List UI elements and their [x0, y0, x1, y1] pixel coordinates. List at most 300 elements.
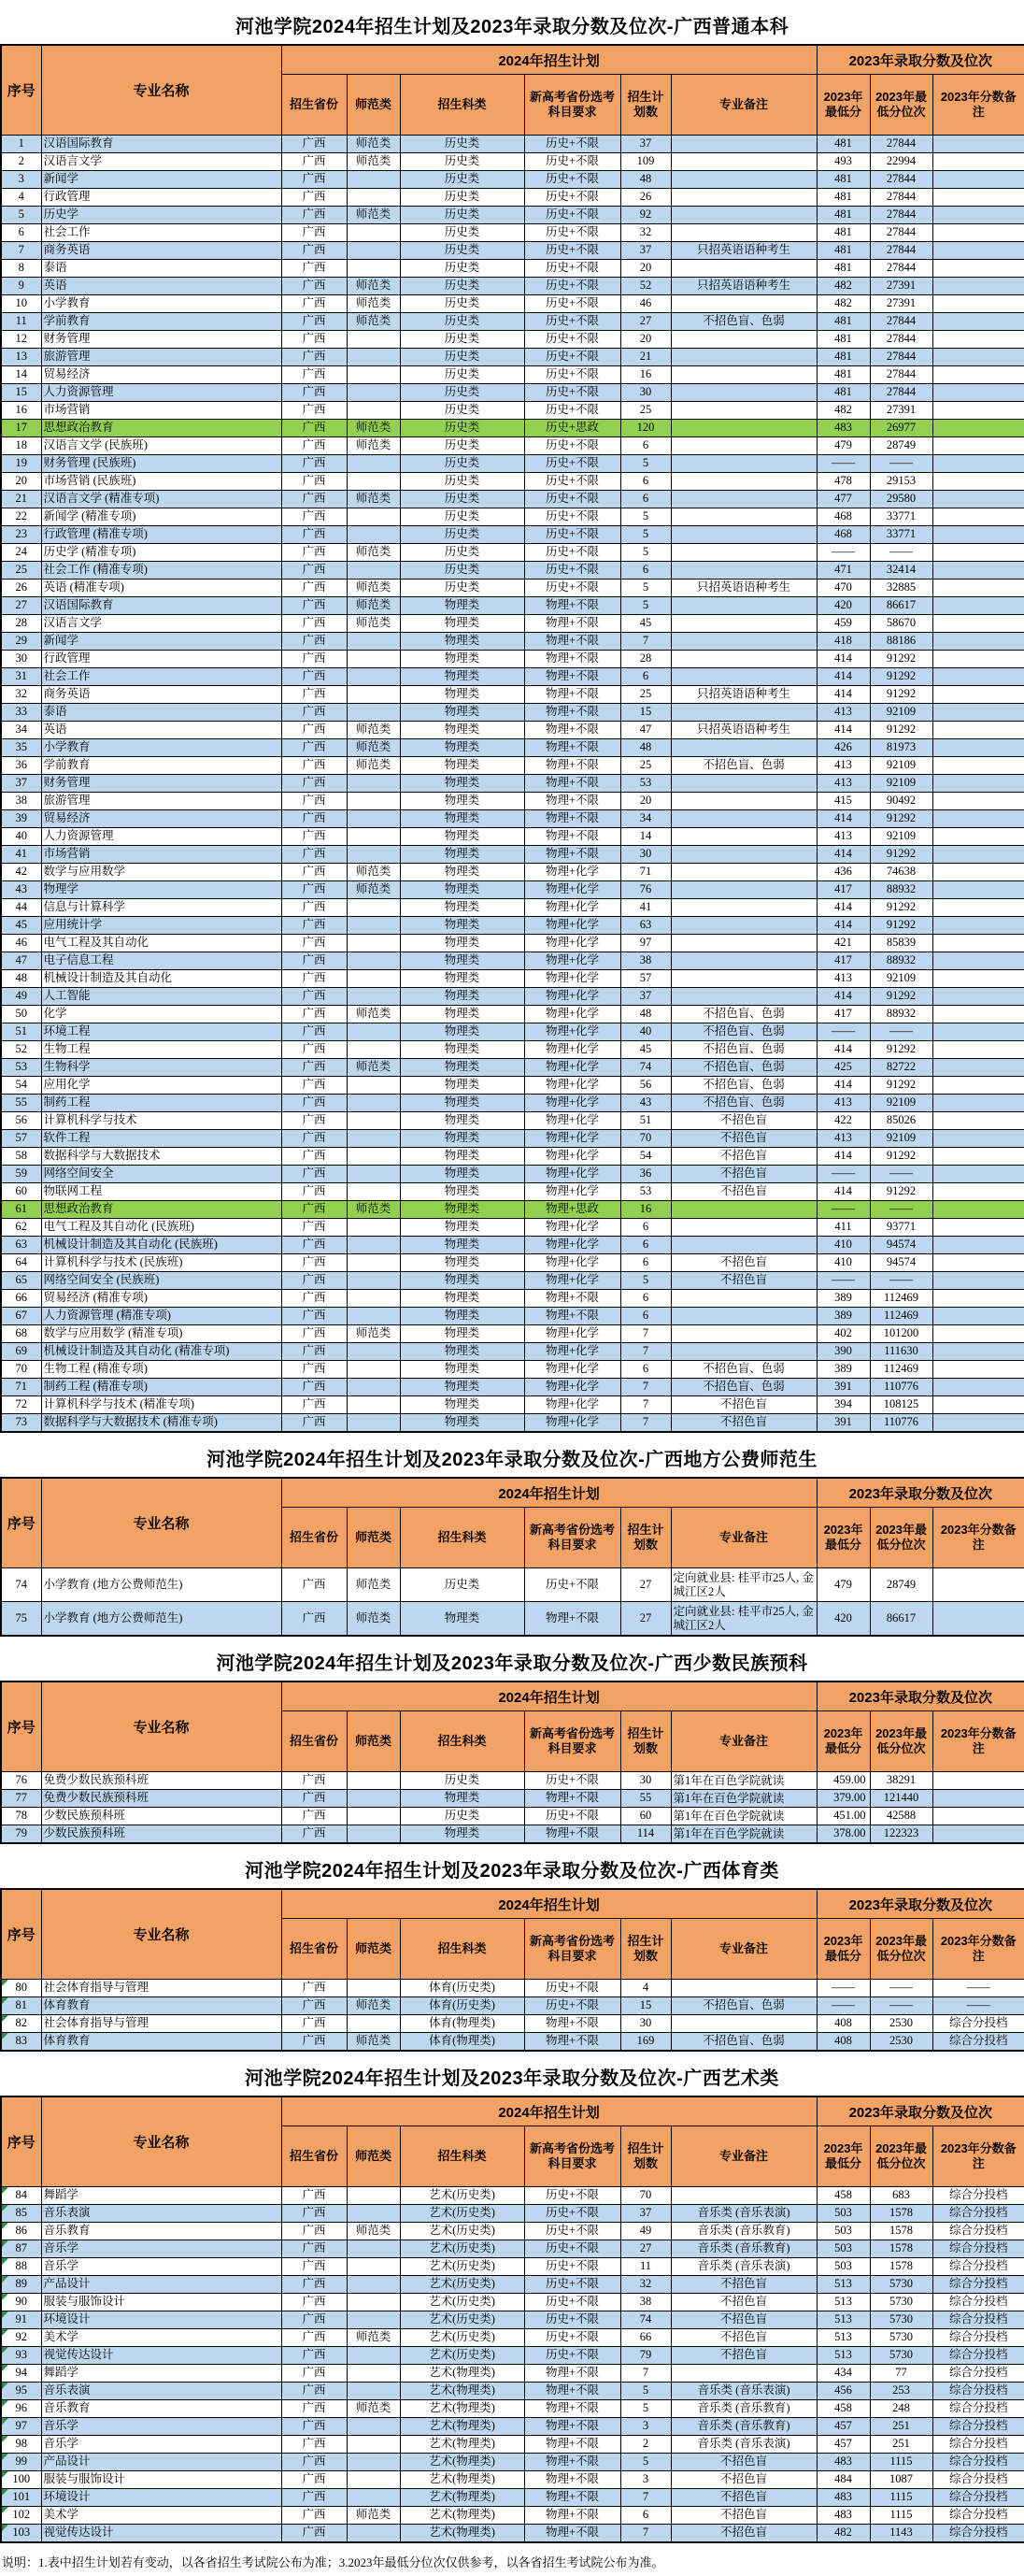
table-body-public-funded — [1, 1568, 1024, 1637]
cell-subject-category: 物理类 — [400, 1006, 524, 1023]
group-header-score-2023: 2023年录取分数及位次 — [817, 1682, 1024, 1711]
cell-min-score-2023: 451.00 — [817, 1808, 870, 1825]
cell-seq: 65 — [1, 1272, 41, 1290]
cell-major-remark — [671, 544, 817, 562]
cell-plan-count: 109 — [620, 153, 671, 171]
cell-score-note-2023: 综合分投档 — [932, 2436, 1024, 2454]
cell-seq: 100 — [1, 2471, 41, 2489]
cell-seq: 89 — [1, 2276, 41, 2294]
cell-plan-count: 76 — [620, 881, 671, 899]
cell-plan-count: 92 — [620, 207, 671, 224]
cell-seq: 30 — [1, 651, 41, 668]
cell-subject-category: 历史类 — [400, 331, 524, 349]
cell-major-remark: 音乐类 (音乐表演) — [671, 2436, 817, 2454]
cell-min-score-2023: 389 — [817, 1308, 870, 1325]
cell-major-name: 音乐学 — [41, 2436, 281, 2454]
cell-min-score-2023: 389 — [817, 1361, 870, 1379]
cell-subject-category: 物理类 — [400, 1041, 524, 1059]
table-row — [1, 1077, 1024, 1095]
table-row — [1, 2347, 1024, 2365]
cell-min-rank-2023: 91292 — [870, 899, 932, 917]
table-row — [1, 988, 1024, 1006]
col-header-major: 专业名称 — [41, 1478, 281, 1568]
cell-min-rank-2023: 91292 — [870, 1041, 932, 1059]
cell-province: 广西 — [281, 686, 347, 704]
cell-min-score-2023: 414 — [817, 899, 870, 917]
cell-score-note-2023 — [932, 1568, 1024, 1602]
cell-seq: 85 — [1, 2205, 41, 2223]
table-row — [1, 508, 1024, 526]
cell-min-score-2023: 417 — [817, 881, 870, 899]
cell-subject-category: 物理类 — [400, 615, 524, 633]
cell-seq: 10 — [1, 295, 41, 313]
section-public-funded-teachers — [0, 1444, 1024, 1637]
col-header-normal: 师范类 — [347, 1711, 400, 1772]
col-header-min-rank: 2023年最低分位次 — [870, 1508, 932, 1568]
table-row — [1, 2311, 1024, 2329]
cell-score-note-2023 — [932, 1023, 1024, 1041]
col-header-plan: 招生计划数 — [620, 2126, 671, 2187]
cell-seq: 18 — [1, 437, 41, 455]
cell-province: 广西 — [281, 1568, 347, 1602]
cell-subject-requirement: 历史+不限 — [524, 491, 620, 508]
cell-subject-category: 体育(历史类) — [400, 1997, 524, 2015]
col-header-remark: 专业备注 — [671, 1711, 817, 1772]
col-header-score-note: 2023年分数备注 — [932, 1919, 1024, 1980]
cell-normal-type — [347, 1396, 400, 1414]
cell-score-note-2023 — [932, 775, 1024, 793]
cell-province: 广西 — [281, 1077, 347, 1095]
cell-plan-count: 30 — [620, 384, 671, 402]
cell-major-remark — [671, 189, 817, 207]
cell-score-note-2023: 综合分投档 — [932, 2525, 1024, 2543]
cell-subject-category: 物理类 — [400, 1825, 524, 1844]
col-header-subjects: 新高考省份选考科目要求 — [524, 2126, 620, 2187]
cell-min-score-2023: 408 — [817, 2033, 870, 2052]
cell-subject-category: 艺术(物理类) — [400, 2365, 524, 2383]
cell-subject-category: 历史类 — [400, 189, 524, 207]
cell-major-remark: 不招色盲 — [671, 1254, 817, 1272]
cell-province: 广西 — [281, 224, 347, 242]
cell-major-name: 社会体育指导与管理 — [41, 1980, 281, 1997]
col-header-province: 招生省份 — [281, 75, 347, 136]
cell-province: 广西 — [281, 739, 347, 757]
cell-major-remark — [671, 775, 817, 793]
cell-subject-category: 历史类 — [400, 384, 524, 402]
cell-province: 广西 — [281, 260, 347, 278]
cell-major-remark — [671, 366, 817, 384]
cell-score-note-2023 — [932, 1396, 1024, 1414]
cell-min-score-2023: 471 — [817, 562, 870, 580]
cell-normal-type — [347, 686, 400, 704]
cell-normal-type — [347, 828, 400, 846]
cell-subject-requirement: 历史+不限 — [524, 224, 620, 242]
cell-plan-count: 20 — [620, 793, 671, 810]
cell-subject-requirement: 历史+不限 — [524, 171, 620, 189]
table-row — [1, 402, 1024, 420]
cell-min-score-2023: —— — [817, 1201, 870, 1219]
cell-normal-type — [347, 2015, 400, 2033]
cell-score-note-2023 — [932, 739, 1024, 757]
table-row — [1, 757, 1024, 775]
cell-province: 广西 — [281, 207, 347, 224]
cell-subject-category: 艺术(物理类) — [400, 2418, 524, 2436]
cell-subject-requirement: 物理+化学 — [524, 1414, 620, 1433]
cell-subject-category: 物理类 — [400, 1148, 524, 1166]
cell-min-score-2023: 389 — [817, 1290, 870, 1308]
cell-subject-category: 物理类 — [400, 828, 524, 846]
cell-score-note-2023 — [932, 615, 1024, 633]
cell-min-score-2023: 414 — [817, 810, 870, 828]
cell-plan-count: 25 — [620, 686, 671, 704]
cell-seq: 12 — [1, 331, 41, 349]
cell-subject-requirement: 历史+不限 — [524, 562, 620, 580]
cell-score-note-2023 — [932, 633, 1024, 651]
group-header-score-2023: 2023年录取分数及位次 — [817, 45, 1024, 75]
cell-province: 广西 — [281, 757, 347, 775]
cell-min-score-2023: 434 — [817, 2365, 870, 2383]
cell-plan-count: 5 — [620, 455, 671, 473]
cell-seq: 93 — [1, 2347, 41, 2365]
cell-plan-count: 6 — [620, 562, 671, 580]
cell-normal-type — [347, 1183, 400, 1201]
cell-min-score-2023: 414 — [817, 1183, 870, 1201]
cell-subject-requirement: 历史+不限 — [524, 278, 620, 295]
cell-major-name: 社会工作 (精准专项) — [41, 562, 281, 580]
cell-major-remark — [671, 153, 817, 171]
cell-subject-category: 艺术(历史类) — [400, 2223, 524, 2240]
cell-score-note-2023 — [932, 828, 1024, 846]
cell-subject-requirement: 物理+不限 — [524, 828, 620, 846]
cell-subject-category: 物理类 — [400, 1166, 524, 1183]
cell-subject-requirement: 物理+思政 — [524, 1201, 620, 1219]
cell-min-rank-2023: 92109 — [870, 704, 932, 722]
cell-seq: 78 — [1, 1808, 41, 1825]
cell-subject-category: 物理类 — [400, 1396, 524, 1414]
cell-plan-count: 30 — [620, 846, 671, 864]
cell-subject-category: 历史类 — [400, 1808, 524, 1825]
cell-major-name: 音乐表演 — [41, 2205, 281, 2223]
cell-min-rank-2023: —— — [870, 544, 932, 562]
cell-major-name: 生物工程 (精准专项) — [41, 1361, 281, 1379]
cell-province: 广西 — [281, 2454, 347, 2471]
table-row — [1, 2033, 1024, 2052]
cell-plan-count: 21 — [620, 349, 671, 366]
cell-province: 广西 — [281, 331, 347, 349]
table-row — [1, 278, 1024, 295]
cell-subject-category: 艺术(物理类) — [400, 2507, 524, 2525]
table-row — [1, 2187, 1024, 2205]
cell-plan-count: 16 — [620, 366, 671, 384]
cell-normal-type — [347, 633, 400, 651]
cell-score-note-2023 — [932, 1808, 1024, 1825]
cell-score-note-2023 — [932, 526, 1024, 544]
cell-min-score-2023: 482 — [817, 278, 870, 295]
cell-province: 广西 — [281, 615, 347, 633]
admissions-table-minority-prep — [0, 1681, 1024, 1844]
table-row — [1, 580, 1024, 597]
table-row — [1, 828, 1024, 846]
col-header-min-score: 2023年最低分 — [817, 75, 870, 136]
cell-normal-type — [347, 1237, 400, 1254]
cell-subject-category: 物理类 — [400, 1237, 524, 1254]
cell-min-score-2023: 426 — [817, 739, 870, 757]
cell-score-note-2023: 综合分投档 — [932, 2400, 1024, 2418]
cell-major-remark: 音乐类 (音乐教育) — [671, 2418, 817, 2436]
cell-major-name: 汉语言文学 — [41, 153, 281, 171]
cell-plan-count: 51 — [620, 1112, 671, 1130]
cell-major-remark — [671, 881, 817, 899]
table-row — [1, 420, 1024, 437]
cell-normal-type — [347, 2454, 400, 2471]
cell-score-note-2023 — [932, 1308, 1024, 1325]
cell-min-rank-2023: 92109 — [870, 1095, 932, 1112]
table-row — [1, 1997, 1024, 2015]
cell-province: 广西 — [281, 917, 347, 935]
cell-subject-requirement: 历史+不限 — [524, 189, 620, 207]
cell-seq: 68 — [1, 1325, 41, 1343]
table-row — [1, 1343, 1024, 1361]
cell-major-remark: 不招色盲、色弱 — [671, 313, 817, 331]
cell-normal-type: 师范类 — [347, 2223, 400, 2240]
cell-seq: 1 — [1, 136, 41, 153]
cell-seq: 98 — [1, 2436, 41, 2454]
cell-normal-type: 师范类 — [347, 2329, 400, 2347]
cell-min-score-2023: 481 — [817, 136, 870, 153]
cell-plan-count: 7 — [620, 633, 671, 651]
cell-major-name: 市场营销 (民族班) — [41, 473, 281, 491]
cell-subject-requirement: 历史+不限 — [524, 1772, 620, 1790]
cell-seq: 31 — [1, 668, 41, 686]
cell-major-name: 物理学 — [41, 881, 281, 899]
cell-plan-count: 5 — [620, 2454, 671, 2471]
cell-seq: 44 — [1, 899, 41, 917]
cell-min-rank-2023: 27844 — [870, 260, 932, 278]
cell-min-rank-2023: 5730 — [870, 2276, 932, 2294]
cell-score-note-2023 — [932, 793, 1024, 810]
cell-min-rank-2023: 251 — [870, 2418, 932, 2436]
cell-subject-requirement: 历史+不限 — [524, 544, 620, 562]
col-header-major: 专业名称 — [41, 1889, 281, 1980]
cell-seq: 2 — [1, 153, 41, 171]
cell-major-remark: 音乐类 (音乐表演) — [671, 2205, 817, 2223]
cell-plan-count: 32 — [620, 2276, 671, 2294]
cell-subject-category: 物理类 — [400, 1325, 524, 1343]
cell-major-remark: 不招色盲、色弱 — [671, 1077, 817, 1095]
cell-score-note-2023 — [932, 1183, 1024, 1201]
col-header-score-note: 2023年分数备注 — [932, 1508, 1024, 1568]
cell-major-remark — [671, 562, 817, 580]
cell-major-name: 思想政治教育 — [41, 1201, 281, 1219]
cell-normal-type: 师范类 — [347, 1006, 400, 1023]
cell-seq: 3 — [1, 171, 41, 189]
cell-score-note-2023 — [932, 1272, 1024, 1290]
cell-normal-type — [347, 1272, 400, 1290]
cell-min-score-2023: 513 — [817, 2347, 870, 2365]
cell-subject-requirement: 物理+不限 — [524, 2033, 620, 2052]
cell-min-score-2023: 483 — [817, 2489, 870, 2507]
cell-major-name: 旅游管理 — [41, 349, 281, 366]
cell-score-note-2023 — [932, 580, 1024, 597]
cell-normal-type — [347, 2258, 400, 2276]
cell-subject-requirement: 历史+不限 — [524, 2205, 620, 2223]
cell-seq: 64 — [1, 1254, 41, 1272]
cell-subject-requirement: 物理+化学 — [524, 1166, 620, 1183]
cell-major-remark — [671, 508, 817, 526]
cell-plan-count: 5 — [620, 508, 671, 526]
cell-score-note-2023 — [932, 331, 1024, 349]
cell-major-remark: 不招色盲 — [671, 2294, 817, 2311]
table-row — [1, 1272, 1024, 1290]
cell-major-remark — [671, 952, 817, 970]
cell-min-rank-2023: 27844 — [870, 136, 932, 153]
cell-province: 广西 — [281, 562, 347, 580]
cell-province: 广西 — [281, 775, 347, 793]
cell-major-name: 物联网工程 — [41, 1183, 281, 1201]
cell-major-name: 人工智能 — [41, 988, 281, 1006]
cell-major-name: 体育教育 — [41, 2033, 281, 2052]
table-row — [1, 2400, 1024, 2418]
cell-min-score-2023: 413 — [817, 704, 870, 722]
cell-min-score-2023: 417 — [817, 952, 870, 970]
cell-subject-requirement: 物理+化学 — [524, 864, 620, 881]
cell-major-remark — [671, 597, 817, 615]
cell-normal-type — [347, 171, 400, 189]
cell-subject-category: 历史类 — [400, 242, 524, 260]
col-header-min-score: 2023年最低分 — [817, 2126, 870, 2187]
cell-min-score-2023: 481 — [817, 207, 870, 224]
cell-min-score-2023: 421 — [817, 935, 870, 952]
cell-min-rank-2023: 91292 — [870, 1148, 932, 1166]
cell-subject-requirement: 物理+不限 — [524, 1308, 620, 1325]
cell-min-rank-2023: 111630 — [870, 1343, 932, 1361]
cell-seq: 9 — [1, 278, 41, 295]
cell-province: 广西 — [281, 1980, 347, 1997]
table-row — [1, 2383, 1024, 2400]
cell-province: 广西 — [281, 171, 347, 189]
cell-major-name: 音乐表演 — [41, 2383, 281, 2400]
cell-plan-count: 114 — [620, 1825, 671, 1844]
cell-major-name: 小学教育 (地方公费师范生) — [41, 1568, 281, 1602]
cell-subject-requirement: 物理+化学 — [524, 1077, 620, 1095]
cell-subject-category: 物理类 — [400, 668, 524, 686]
cell-min-score-2023: 481 — [817, 171, 870, 189]
cell-plan-count: 57 — [620, 970, 671, 988]
cell-score-note-2023: 综合分投档 — [932, 2187, 1024, 2205]
cell-seq: 40 — [1, 828, 41, 846]
cell-min-score-2023: 414 — [817, 651, 870, 668]
cell-score-note-2023 — [932, 1041, 1024, 1059]
cell-min-rank-2023: 5730 — [870, 2294, 932, 2311]
cell-province: 广西 — [281, 1272, 347, 1290]
cell-min-rank-2023: 92109 — [870, 757, 932, 775]
cell-major-name: 旅游管理 — [41, 793, 281, 810]
cell-subject-category: 历史类 — [400, 207, 524, 224]
cell-seq: 56 — [1, 1112, 41, 1130]
cell-subject-requirement: 历史+不限 — [524, 313, 620, 331]
cell-min-rank-2023: 110776 — [870, 1379, 932, 1396]
cell-min-rank-2023: 28749 — [870, 1568, 932, 1602]
table-row — [1, 1254, 1024, 1272]
cell-province: 广西 — [281, 651, 347, 668]
cell-min-score-2023: 478 — [817, 473, 870, 491]
cell-score-note-2023 — [932, 1148, 1024, 1166]
cell-plan-count: 30 — [620, 1772, 671, 1790]
cell-plan-count: 55 — [620, 1790, 671, 1808]
cell-major-name: 产品设计 — [41, 2276, 281, 2294]
cell-score-note-2023: —— — [932, 1997, 1024, 2015]
cell-subject-category: 物理类 — [400, 704, 524, 722]
cell-province: 广西 — [281, 2365, 347, 2383]
cell-seq: 38 — [1, 793, 41, 810]
cell-min-score-2023: 468 — [817, 526, 870, 544]
cell-major-remark — [671, 1343, 817, 1361]
table-row — [1, 260, 1024, 278]
cell-seq: 15 — [1, 384, 41, 402]
cell-subject-requirement: 物理+不限 — [524, 2471, 620, 2489]
cell-score-note-2023 — [932, 473, 1024, 491]
table-row — [1, 1772, 1024, 1790]
cell-score-note-2023: 综合分投档 — [932, 2240, 1024, 2258]
cell-plan-count: 45 — [620, 615, 671, 633]
cell-subject-requirement: 历史+不限 — [524, 2276, 620, 2294]
cell-seq: 52 — [1, 1041, 41, 1059]
cell-subject-requirement: 物理+化学 — [524, 1006, 620, 1023]
cell-min-score-2023: 418 — [817, 633, 870, 651]
cell-normal-type: 师范类 — [347, 2507, 400, 2525]
cell-normal-type — [347, 668, 400, 686]
col-header-province: 招生省份 — [281, 1919, 347, 1980]
table-row — [1, 349, 1024, 366]
cell-major-name: 数据科学与大数据技术 — [41, 1148, 281, 1166]
group-header-plan-2024: 2024年招生计划 — [281, 2097, 817, 2126]
cell-seq: 20 — [1, 473, 41, 491]
cell-min-rank-2023: 91292 — [870, 1077, 932, 1095]
cell-score-note-2023 — [932, 881, 1024, 899]
cell-plan-count: 38 — [620, 2294, 671, 2311]
cell-normal-type — [347, 402, 400, 420]
cell-major-remark: 不招色盲 — [671, 2347, 817, 2365]
cell-seq: 69 — [1, 1343, 41, 1361]
cell-min-score-2023: 470 — [817, 580, 870, 597]
cell-plan-count: 6 — [620, 1219, 671, 1237]
col-header-seq: 序号 — [1, 45, 41, 136]
cell-min-rank-2023: —— — [870, 1272, 932, 1290]
cell-major-remark: 不招色盲、色弱 — [671, 1006, 817, 1023]
cell-province: 广西 — [281, 2205, 347, 2223]
cell-plan-count: 6 — [620, 1254, 671, 1272]
table-row — [1, 136, 1024, 153]
col-header-remark: 专业备注 — [671, 1508, 817, 1568]
table-row — [1, 1201, 1024, 1219]
table-row — [1, 864, 1024, 881]
cell-major-remark — [671, 526, 817, 544]
cell-score-note-2023 — [932, 704, 1024, 722]
cell-seq: 102 — [1, 2507, 41, 2525]
cell-seq: 70 — [1, 1361, 41, 1379]
cell-province: 广西 — [281, 1023, 347, 1041]
table-row — [1, 633, 1024, 651]
cell-major-name: 汉语国际教育 — [41, 136, 281, 153]
table-row — [1, 935, 1024, 952]
cell-subject-requirement: 物理+不限 — [524, 668, 620, 686]
cell-subject-requirement: 物理+化学 — [524, 1112, 620, 1130]
cell-normal-type — [347, 2525, 400, 2543]
cell-subject-requirement: 物理+化学 — [524, 1148, 620, 1166]
cell-province: 广西 — [281, 704, 347, 722]
table-row — [1, 1130, 1024, 1148]
cell-province: 广西 — [281, 1825, 347, 1844]
